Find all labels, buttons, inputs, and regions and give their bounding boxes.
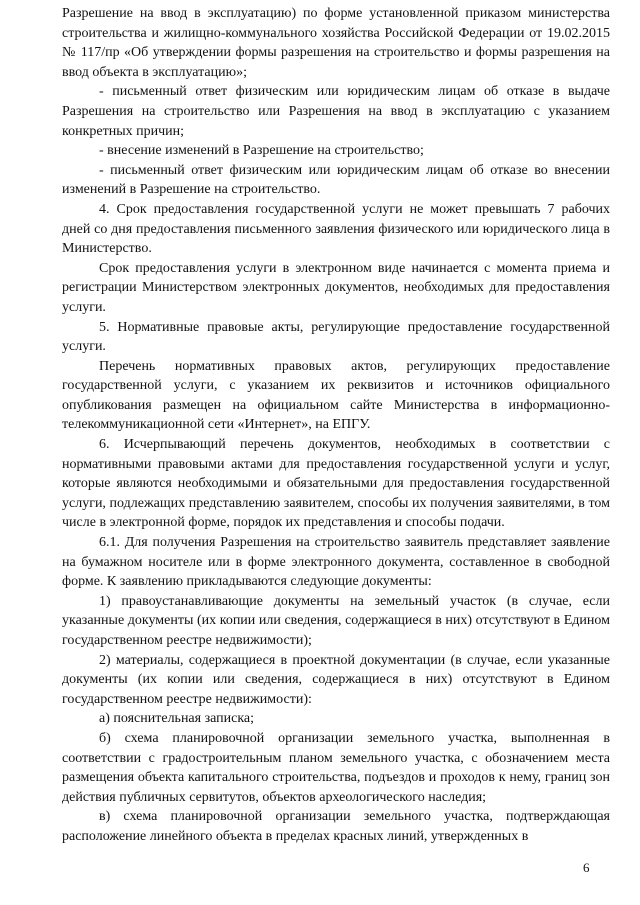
paragraph-permit-form-order: Разрешение на ввод в эксплуатацию) по форме установленной приказом министерства строительства и жилищно-коммунального хозяйства Российской Федерации от 19.02.2015 № 117/пр «Об утверждении формы разрешения на строительство и формы разрешения на ввод объекта в эксплуатацию»; [62,6,610,80]
list-item-2-project-materials: 2) материалы, содержащиеся в проектной документации (в случае, если указанные документы (их копии или сведения, содержащиеся в них) отсутствуют в Едином государственном реестре недвижимости): [62,652,610,707]
paragraph-section-5-legal-acts: 5. Нормативные правовые акты, регулирующие предоставление государственной услуги. [62,319,610,355]
list-item-c-linear-object-plan: в) схема планировочной организации земельного участка, подтверждающая расположение линейного объекта в пределах красных линий, утвержденных в [62,809,610,844]
paragraph-section-6-documents: 6. Исчерпывающий перечень документов, необходимых в соответствии с нормативными правовыми актами для предоставления государственной услуги и услуг, которые являются необходимыми и обязательными для предоставления государственной услуги, подлежащих представлению заявителем, способы их получения заявителями, в том числе в электронной форме, порядок их представления и способы подачи. [62,437,610,531]
document-page [62,4,610,847]
paragraph-section-4-term: 4. Срок предоставления государственной услуги не может превышать 7 рабочих дней со дня предоставления письменного заявления физического или юридического лица в Министерство. [62,201,610,257]
list-item-1-title-documents: 1) правоустанавливающие документы на земельный участок (в случае, если указанные документы (их копии или сведения, содержащиеся в них) отсутствуют в Едином государственном реестре недвижимости); [62,593,610,648]
paragraph-section-6-1-application: 6.1. Для получения Разрешения на строительство заявитель представляет заявление на бумажном носителе или в форме электронного документа, составленное в свободной форме. К заявлению прикладываются следующие документы: [62,535,610,590]
paragraph-electronic-term: Срок предоставления услуги в электронном виде начинается с момента приема и регистрации Министерством электронных документов, необходимых для предоставления услуги. [62,260,610,315]
paragraph-permit-amendments: - внесение изменений в Разрешение на строительство; [99,143,424,159]
paragraph-amendment-refusal: - письменный ответ физическим или юридическим лицам об отказе во внесении изменений в Разрешение на строительство. [62,162,610,198]
paragraph-written-refusal: - письменный ответ физическим или юридическим лицам об отказе в выдаче Разрешения на строительство или Разрешения на ввод в эксплуатацию с указанием конкретных причин; [62,84,610,139]
paragraph-legal-acts-list: Перечень нормативных правовых актов, регулирующих предоставление государственной услуги, с указанием их реквизитов и источников официального опубликования размещен на официальном сайте Министерства в информационно-телекоммуникационной сети «Интернет», на ЕПГУ. [62,358,610,433]
list-item-b-site-plan: б) схема планировочной организации земельного участка, выполненная в соответствии с градостроительным планом земельного участка, с обозначением места размещения объекта капитального строительства, подъездов и проходов к нему, границ зон действия публичных сервитутов, объектов археологического наследия; [62,730,610,805]
page-number: 6 [583,860,590,875]
list-item-a-explanatory-note: а) пояснительная записка; [99,711,255,727]
